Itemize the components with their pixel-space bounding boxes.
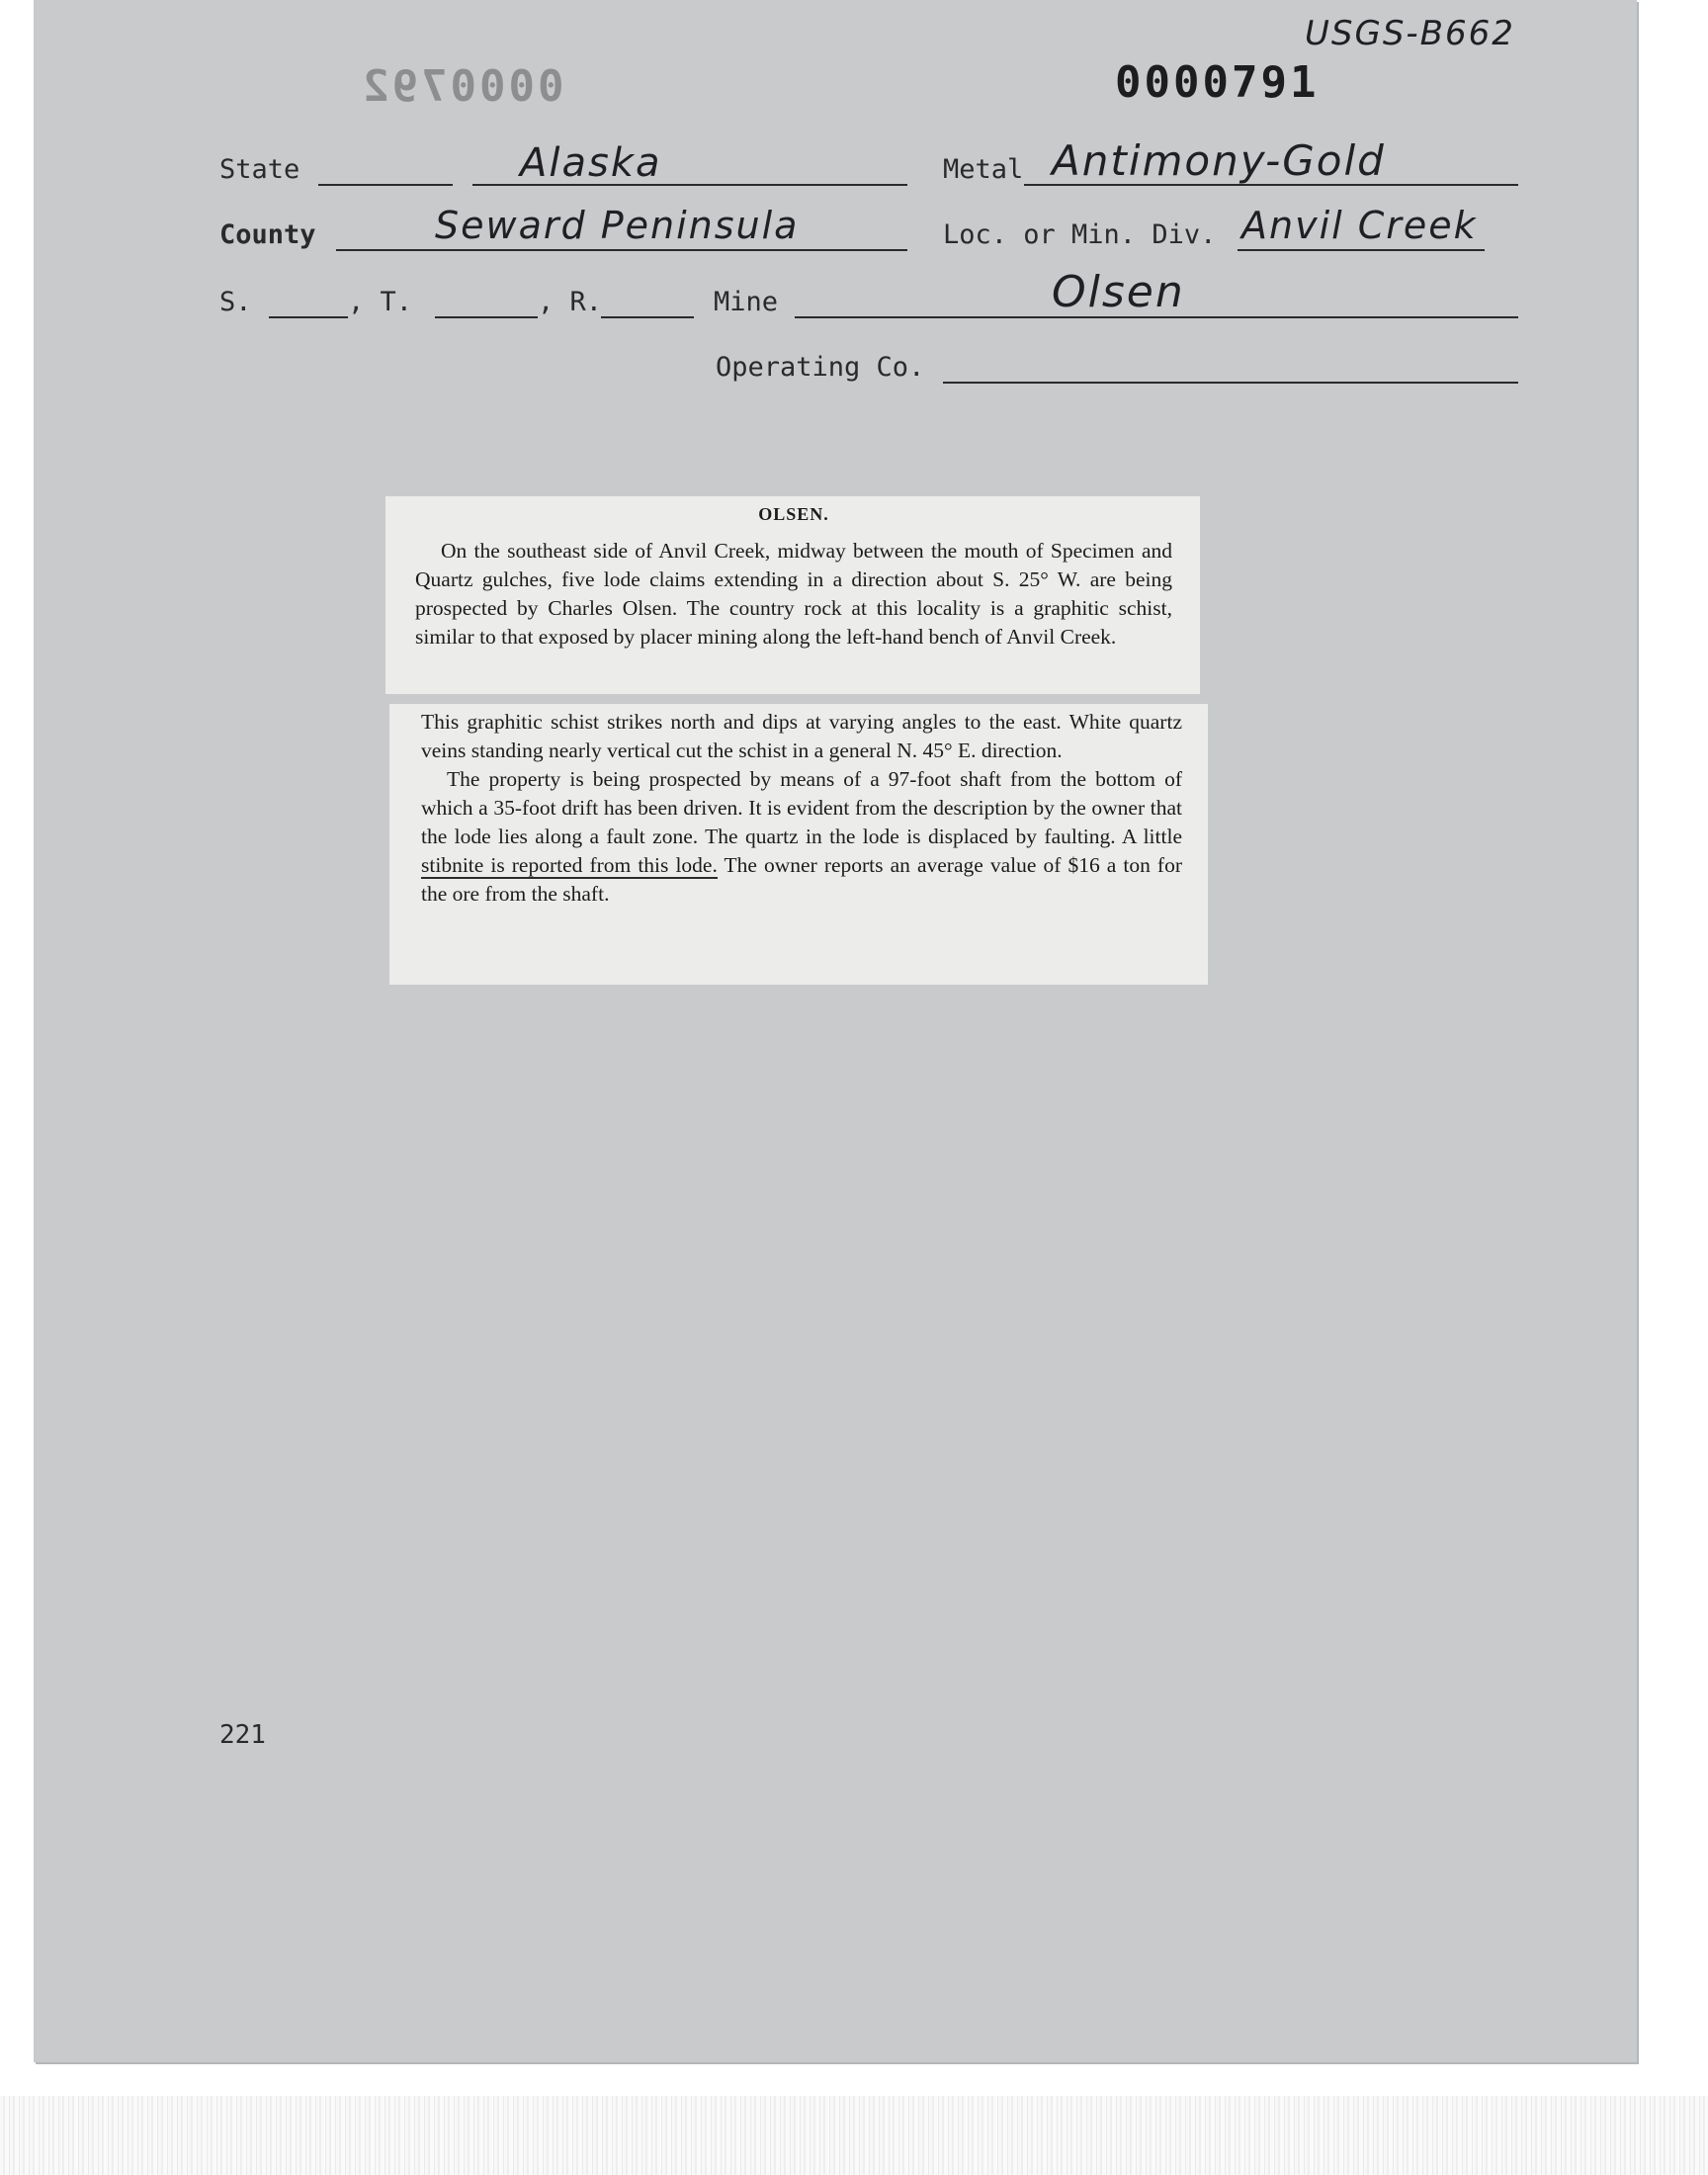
county-label: County	[219, 219, 316, 250]
township-rule	[435, 316, 538, 318]
clipping-top-paragraph: On the southeast side of Anvil Creek, midway between the mouth of Specimen and Quartz gulches, five lode claims extending in a direction about S. 25° W. are being prospected by Charles Olsen. The country rock at this locality is a graphitic schist, similar to that exposed by placer mining along the left-hand bench of Anvil Creek.	[415, 539, 1172, 649]
clipping-title: OLSEN.	[758, 504, 829, 524]
mine-value: Olsen	[1052, 267, 1185, 317]
loc-value: Anvil Creek	[1241, 204, 1478, 247]
page-number: 221	[219, 1720, 266, 1750]
county-rule	[336, 249, 907, 251]
loc-rule	[1238, 249, 1485, 251]
section-rule	[269, 316, 348, 318]
ghost-doc-number: 0000792	[360, 61, 564, 112]
clipping-paragraph-1: This graphitic schist strikes north and dips at varying angles to the east. White quartz veins standing nearly vertical cut the schist in a general N. 45° E. direction.	[421, 710, 1182, 762]
state-value: Alaska	[520, 140, 662, 186]
range-rule	[601, 316, 694, 318]
doc-number: 0000791	[1115, 57, 1320, 108]
county-value: Seward Peninsula	[435, 204, 800, 247]
loc-label: Loc. or Min. Div.	[943, 219, 1217, 250]
file-code: USGS-B662	[1305, 14, 1515, 53]
metal-label: Metal	[943, 154, 1024, 185]
underlined-stibnite-note: stibnite is reported from this lode.	[421, 853, 718, 877]
state-rule-1	[318, 184, 453, 186]
clipping-bottom	[389, 704, 1208, 985]
operating-rule	[943, 382, 1518, 384]
clipping-top	[385, 496, 1200, 694]
state-label: State	[219, 154, 300, 185]
clipping-paragraph-2	[421, 765, 1182, 909]
clipping-paragraph-2-start: The property is being prospected by means of a 97-foot shaft from the bottom of which a 35-foot drift has been driven. It is evident from the description by the owner that the lode lies along a fault zone. The quartz in the lode is displaced by faulting. A little	[421, 767, 1182, 848]
scan-edge-strip	[0, 2096, 1708, 2175]
mine-label: Mine	[714, 287, 779, 317]
section-label: S.	[219, 287, 252, 317]
range-label: , R.	[538, 287, 603, 317]
scanned-sheet	[34, 0, 1637, 2062]
township-label: , T.	[348, 287, 413, 317]
metal-value: Antimony-Gold	[1052, 136, 1386, 185]
operating-label: Operating Co.	[716, 352, 925, 383]
clipping-paragraph-2-end: The owner reports an average value of $16 a ton for the ore from the shaft.	[421, 853, 1182, 906]
